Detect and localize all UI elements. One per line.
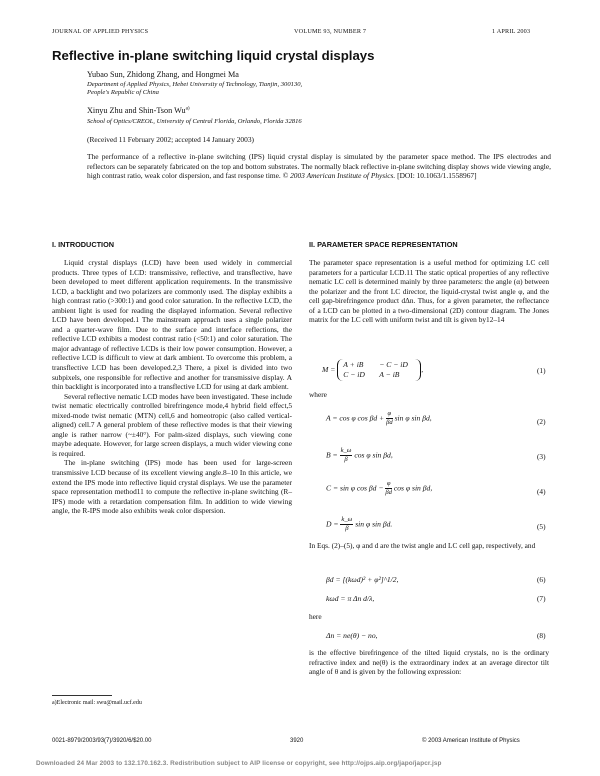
abstract (87, 152, 551, 181)
matrix-entry-11: A + iB (343, 360, 364, 369)
equation-3-post: cos φ sin βd, (354, 450, 393, 460)
equation-3-denominator: β (344, 456, 348, 463)
matrix-entry-22: A − iB (379, 370, 400, 379)
affiliation-2: School of Optics/CREOL, University of Central Florida, Orlando, Florida 32816 (87, 118, 302, 125)
equation-6: βd = [(kωd)² + φ²]^1/2, (326, 575, 399, 584)
equation-4 (326, 480, 432, 497)
authors-group-2 (87, 106, 190, 115)
section-1-body (52, 258, 292, 516)
authors-group-1: Yubao Sun, Zhidong Zhang, and Hongmei Ma (87, 70, 239, 79)
section-2-heading: II. PARAMETER SPACE REPRESENTATION (309, 240, 458, 249)
equation-5-numerator: k_ω (341, 516, 353, 523)
equation-2-fraction (386, 410, 393, 427)
article-title: Reflective in-plane switching liquid crystal displays (52, 48, 375, 63)
section-2-paragraph-3: is the effective birefringence of the tilted liquid crystals, no is the ordinary refractive index and ne(θ) is the extraordinary index at an average director tilt angle of θ and is given by the following expression: (309, 648, 549, 677)
author-footnote-mark: a) (185, 105, 190, 112)
equation-4-pre: C = sin φ cos βd − (326, 483, 384, 493)
equation-number-7: (7) (537, 594, 546, 603)
equation-8: Δn = ne(θ) − no, (326, 631, 378, 640)
download-notice[interactable]: Downloaded 24 Mar 2003 to 132.170.162.3. Redistribution subject to AIP license or copyright, see http://ojps.aip.org/japo/japcr.jsp (36, 760, 442, 767)
equation-5-pre: D = (326, 519, 339, 529)
footer-page-number: 3920 (290, 738, 304, 744)
equation-number-4: (4) (537, 487, 546, 496)
affiliation-1-line-1: Department of Applied Physics, Hebei University of Technology, Tianjin, 300130, (87, 81, 303, 88)
section-2-paragraph-2: In Eqs. (2)–(5), φ and d are the twist angle and LC cell gap, respectively, and (309, 541, 536, 550)
footer-issn: 0021-8979/2003/93(7)/3920/6/$20.00 (52, 738, 152, 744)
equation-5-fraction (340, 516, 353, 533)
equation-3 (326, 447, 393, 464)
jones-matrix (337, 359, 421, 381)
equation-5 (326, 516, 392, 533)
matrix-entry-12: − C − iD (379, 360, 408, 369)
volume-number: VOLUME 93, NUMBER 7 (294, 28, 367, 35)
journal-name: JOURNAL OF APPLIED PHYSICS (52, 28, 149, 35)
footnote-email: a)Electronic mail: swu@mail.ucf.edu (52, 700, 142, 706)
equation-2-numerator: φ (387, 410, 392, 417)
equation-3-numerator: k_ω (340, 447, 352, 454)
equation-number-8: (8) (537, 631, 546, 640)
matrix-entry-21: C − iD (343, 370, 365, 379)
section-1-paragraph-2: Several reflective nematic LCD modes have been investigated. These include twist nematic electrically controlled birefringence mode,4 hybrid field effect,5 mixed-mode twist nematic (MTN) cell,6 and homeotropic (also called vertical-aligned) cell.7 A general problem of these reflective modes is that their viewing angle is rather narrow (~±40°). For palm-sized displays, such viewing cone maybe adequate. However, for large screen displays, a much wider viewing cone is required. (52, 391, 292, 458)
equation-2 (326, 410, 432, 427)
equation-4-numerator: φ (386, 480, 391, 487)
equation-number-5: (5) (537, 522, 546, 531)
section-1-heading: I. INTRODUCTION (52, 240, 115, 249)
equation-number-3: (3) (537, 452, 546, 461)
equation-number-2: (2) (537, 417, 546, 426)
equation-2-denominator: βd (386, 419, 393, 426)
section-1-paragraph-1: Liquid crystal displays (LCD) have been used widely in commercial products. Three types of LCD: transmissive, reflective, and transflective, have been developed to meet different application requirements. In the transmissive LCD, a backlight and two polarizers are commonly used. The display exhibits a high contrast ratio (>300:1) and good color saturation. In the reflective LCD, the ambient light is used for reading the displayed information. Several reflective LCD have been developed.1 The mainstream approach uses a single polarizer and a quarter-wave film. Due to the surface and interface reflections, the reflective LCD exhibits a modest contrast ratio (<50:1) and color saturation. The major advantage of reflective LCDs is their low power consumption. However, a reflective LCD is difficult to view at dark ambient. To overcome this problem, a transflective LCD has been developed.2,3 There, a pixel is divided into two subpixels, one responsible for reflective and another for transmissive display. A thin backlight is incorporated into a transflective LCD for using at dark ambient. (52, 258, 292, 392)
footnote-divider (52, 695, 112, 696)
equation-4-denominator: βd (385, 489, 392, 496)
abstract-text: The performance of a reflective in-plane switching (IPS) liquid crystal display is simulated by the parameter space method. The IPS electrodes and reflectors can be separately fabricated on the top and bottom substrates. The normally black reflective in-plane switching display shows wide viewing angle, high contrast ratio, weak color dispersion, and fast response time. (87, 152, 551, 181)
section-2-paragraph-1: The parameter space representation is a useful method for optimizing LC cell parameters for a particular LCD.11 The static optical properties of any reflective nematic LC cell is determined mainly by three parameters: the angle (α) between the polarizer and the front LC director, the liquid-crystal twist angle φ, and the cell gap-birefringence product dΔn. Thus, for a given parameter, the reflectance of a LCD can be plotted in a two-dimensional (2D) contour diagram. The Jones matrix for the LC cell with uniform twist and tilt is given by12–14 (309, 258, 549, 325)
equation-4-post: cos φ sin βd, (393, 483, 433, 493)
authors-group-2-names: Xinyu Zhu and Shin-Tson Wu (87, 106, 186, 115)
section-1-paragraph-3: The in-plane switching (IPS) mode has been used for large-screen transmissive LCD because of its excellent viewing angle.8–10 In this article, we extend the IPS mode into reflective liquid crystal displays. We use the parameter space representation method11 to compute the reflective in-plane switching (R–IPS) mode with a retardation compensation film. In addition to wide viewing angle, the R-IPS mode also exhibits weak color dispersion. (52, 458, 292, 516)
affiliation-1-line-2: People's Republic of China (87, 89, 159, 97)
equation-3-fraction (340, 447, 353, 464)
equation-number-6: (6) (537, 575, 546, 584)
affiliation-1 (87, 81, 302, 98)
abstract-copyright: © 2003 American Institute of Physics. (282, 171, 396, 181)
issue-date: 1 APRIL 2003 (492, 28, 531, 35)
equation-2-pre: A = cos φ cos βd + (326, 413, 385, 423)
equation-number-1: (1) (537, 366, 546, 375)
here-label: here (309, 612, 322, 621)
equation-1: M = A + iB − C − iD C − iD A − iB, (322, 360, 424, 379)
equation-1-lhs: M = (322, 364, 336, 374)
footer-copyright: © 2003 American Institute of Physics (422, 738, 520, 744)
received-dates: (Received 11 February 2002; accepted 14 January 2003) (87, 135, 254, 144)
equation-5-post: sin φ sin βd. (355, 519, 393, 529)
equation-2-post: sin φ sin βd, (394, 413, 432, 423)
abstract-doi[interactable]: [DOI: 10.1063/1.1558967] (397, 171, 477, 181)
equation-4-fraction (385, 480, 392, 497)
equation-3-pre: B = (326, 450, 338, 460)
equation-5-denominator: β (345, 525, 349, 532)
where-label: where (309, 390, 327, 399)
equation-7: kωd = π Δn d/λ, (326, 594, 375, 603)
